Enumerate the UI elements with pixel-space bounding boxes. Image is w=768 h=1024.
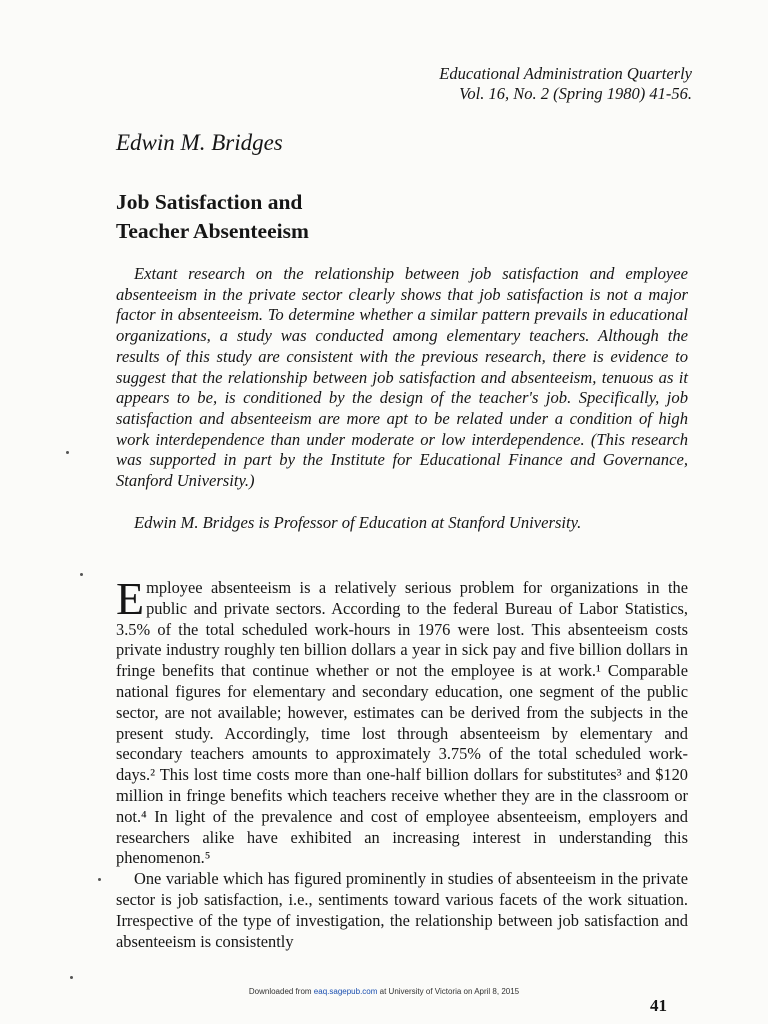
scan-speck: [80, 573, 83, 576]
abstract: Extant research on the relationship between job satisfaction and employee absenteeism in the private sector clearly shows that job satisfaction is not a major factor in absenteeism. To determine whether a similar pattern prevails in educational organizations, a study was conducted among elementary teachers. Although the results of this study are consistent with the previous research, there is evidence to suggest that the relationship between job satisfaction and absenteeism, tenuous as it appears to be, is conditioned by the design of the teacher's job. Specifically, job satisfaction and absenteeism are more apt to be related under a condition of high work interdependence than under moderate or low interdependence. (This research was supported in part by the Institute for Educational Finance and Governance, Stanford University.): [116, 264, 688, 491]
drop-cap: E: [116, 573, 145, 624]
body-paragraph-1: [116, 573, 688, 869]
scan-speck: [66, 451, 69, 454]
author-affiliation: Edwin M. Bridges is Professor of Education at Stanford University.: [134, 513, 582, 532]
journal-volume: Vol. 16, No. 2 (Spring 1980) 41-56.: [459, 84, 692, 103]
article-title: [116, 188, 309, 246]
body-paragraph-1-text: mployee absenteeism is a relatively serious problem for organizations in the public and private sectors. According to the federal Bureau of Labor Statistics, 3.5% of the total scheduled work-hours in 1976 were lost. This absenteeism costs private industry roughly ten billion dollars a year in sick pay and five billion dollars in fringe benefits that continue whether or not the employee is at work.¹ Comparable national figures for elementary and secondary education, one segment of the public sector, are not available; however, estimates can be derived from the subjects in the present study. Accordingly, time lost through absenteeism by elementary and secondary teachers amounts to approximately 3.75% of the total scheduled work-days.² This lost time costs more than one-half billion dollars for substitutes³ and $120 million in fringe benefits which teachers receive whether they are in the classroom or not.⁴ In light of the prevalence and cost of employee absenteeism, employers and researchers alike have exhibited an increasing interest in understanding this phenomenon.⁵: [116, 578, 688, 868]
page-number: 41: [650, 996, 667, 1015]
scan-speck: [98, 878, 101, 881]
footer-suffix: at University of Victoria on April 8, 2015: [379, 987, 520, 996]
article-body: [116, 573, 688, 952]
journal-name: Educational Administration Quarterly: [439, 64, 692, 83]
title-line-2: Teacher Absenteeism: [116, 219, 309, 243]
download-footer: [0, 987, 768, 996]
scan-speck: [70, 976, 73, 979]
author-name: Edwin M. Bridges: [116, 130, 283, 155]
title-line-1: Job Satisfaction and: [116, 190, 303, 214]
footer-prefix: Downloaded from: [248, 987, 312, 996]
body-paragraph-2: One variable which has figured prominently in studies of absenteeism in the private sector is job satisfaction, i.e., sentiments toward various facets of the work situation. Irrespective of the type of investigation, the relationship between job satisfaction and absenteeism is consistently: [116, 869, 688, 951]
footer-link[interactable]: eaq.sagepub.com: [313, 987, 378, 996]
journal-citation: [439, 64, 692, 104]
